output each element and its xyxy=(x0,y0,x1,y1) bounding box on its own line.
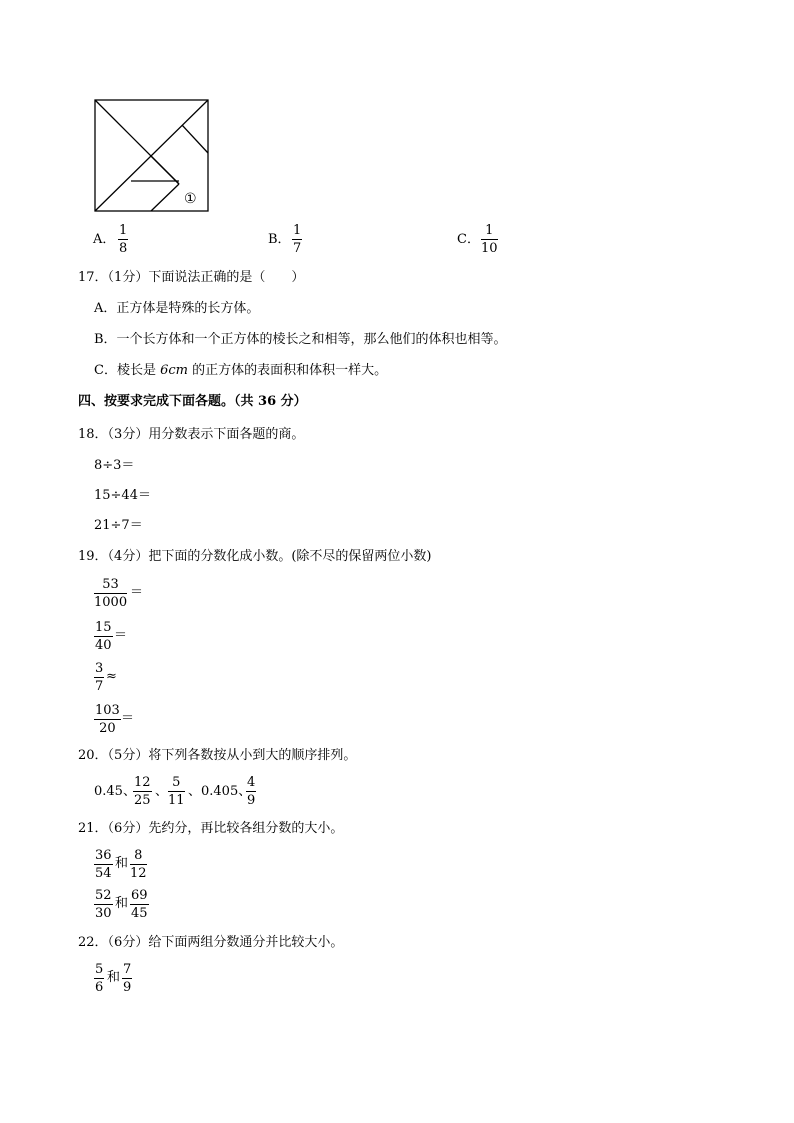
q17-option-c-unit: 6cm xyxy=(160,363,188,378)
q22-fraction xyxy=(94,963,104,994)
q21-denominator: 54 xyxy=(95,866,112,881)
section-4-title: 四、按要求完成下面各题。（共 36 分） xyxy=(78,394,307,409)
q17-option-c-prefix: C．棱长是 xyxy=(94,363,161,378)
option-a-fraction xyxy=(118,224,128,255)
option-c-fraction xyxy=(481,224,498,255)
q21-fraction xyxy=(130,889,149,920)
q20-fraction xyxy=(133,776,152,807)
q18-item: 21÷7＝ xyxy=(94,518,143,533)
q21-fraction xyxy=(94,849,113,880)
q20-number: 0.45、 xyxy=(94,784,136,799)
q20-fraction xyxy=(168,776,185,807)
q21-numerator: 69 xyxy=(131,888,148,903)
option-a-letter: A． xyxy=(93,232,116,247)
q19-numerator: 15 xyxy=(95,620,112,635)
q20-denominator: 11 xyxy=(168,793,185,808)
q20-fraction xyxy=(246,776,256,807)
q22-fraction xyxy=(122,963,132,994)
q20-numerator: 12 xyxy=(134,775,151,790)
q20-separator: 、 xyxy=(155,784,169,799)
q19-denominator: 7 xyxy=(95,679,104,694)
q20-title: 20．（5分）将下列各数按从小到大的顺序排列。 xyxy=(78,748,357,763)
q21-numerator: 8 xyxy=(130,849,147,865)
q22-numerator: 7 xyxy=(123,962,132,977)
q21-denominator: 45 xyxy=(131,906,148,921)
option-a-denominator: 8 xyxy=(119,241,128,256)
q19-symbol: ＝ xyxy=(114,628,128,643)
option-c-numerator: 1 xyxy=(481,224,498,240)
q22-denominator: 9 xyxy=(123,980,132,995)
q19-numerator: 103 xyxy=(95,703,120,718)
q20-numerator: 5 xyxy=(168,776,185,792)
q21-denominator: 12 xyxy=(130,866,147,881)
q17-title: 17．（1分）下面说法正确的是（ ） xyxy=(78,270,305,285)
q19-fraction xyxy=(94,578,127,609)
q20-denominator: 9 xyxy=(247,793,256,808)
q21-numerator: 52 xyxy=(95,888,112,903)
q20-denominator: 25 xyxy=(134,793,151,808)
q19-title: 19．（4分）把下面的分数化成小数。(除不尽的保留两位小数) xyxy=(78,549,432,564)
q19-symbol: ≈ xyxy=(106,669,117,684)
q17-option-a: A．正方体是特殊的长方体。 xyxy=(94,301,260,316)
q19-fraction xyxy=(94,621,113,652)
option-b-letter: B． xyxy=(268,232,291,247)
q17-option-c-suffix: 的正方体的表面积和体积一样大。 xyxy=(187,363,388,378)
option-b-numerator: 1 xyxy=(293,223,302,238)
q21-numerator: 36 xyxy=(95,848,112,863)
q21-and: 和 xyxy=(115,856,129,871)
q20-number: 、0.405、 xyxy=(188,784,252,799)
q19-symbol: ＝ xyxy=(121,711,135,726)
q21-fraction xyxy=(130,849,147,880)
q21-title: 21．（6分）先约分，再比较各组分数的大小。 xyxy=(78,821,344,836)
q19-denominator: 40 xyxy=(95,638,112,653)
q22-numerator: 5 xyxy=(95,962,104,977)
q18-item: 8÷3＝ xyxy=(94,458,135,473)
q17-option-b: B．一个长方体和一个正方体的棱长之和相等，那么他们的体积也相等。 xyxy=(94,332,507,347)
q22-and: 和 xyxy=(107,970,121,985)
tangram-figure xyxy=(94,99,210,213)
q21-denominator: 30 xyxy=(95,906,112,921)
q19-denominator: 20 xyxy=(99,721,116,736)
tangram-piece-label: ① xyxy=(184,191,197,207)
option-b-fraction xyxy=(292,224,302,255)
option-b-denominator: 7 xyxy=(293,241,302,256)
q18-item: 15÷44＝ xyxy=(94,488,151,503)
q19-numerator: 53 xyxy=(94,578,127,594)
q22-denominator: 6 xyxy=(95,980,104,995)
q19-denominator: 1000 xyxy=(94,595,128,610)
q21-and: 和 xyxy=(115,896,129,911)
option-c-letter: C． xyxy=(457,232,480,247)
q19-fraction xyxy=(94,704,121,735)
q19-symbol: ＝ xyxy=(130,585,144,600)
q22-title: 22．（6分）给下面两组分数通分并比较大小。 xyxy=(78,935,344,950)
q20-numerator: 4 xyxy=(247,775,256,790)
option-c-denominator: 10 xyxy=(481,241,498,256)
q21-fraction xyxy=(94,889,113,920)
q19-fraction xyxy=(94,662,104,693)
q17-option-c xyxy=(94,364,387,377)
q18-title: 18．（3分）用分数表示下面各题的商。 xyxy=(78,427,305,442)
q19-numerator: 3 xyxy=(95,661,104,676)
option-a-numerator: 1 xyxy=(119,223,128,238)
